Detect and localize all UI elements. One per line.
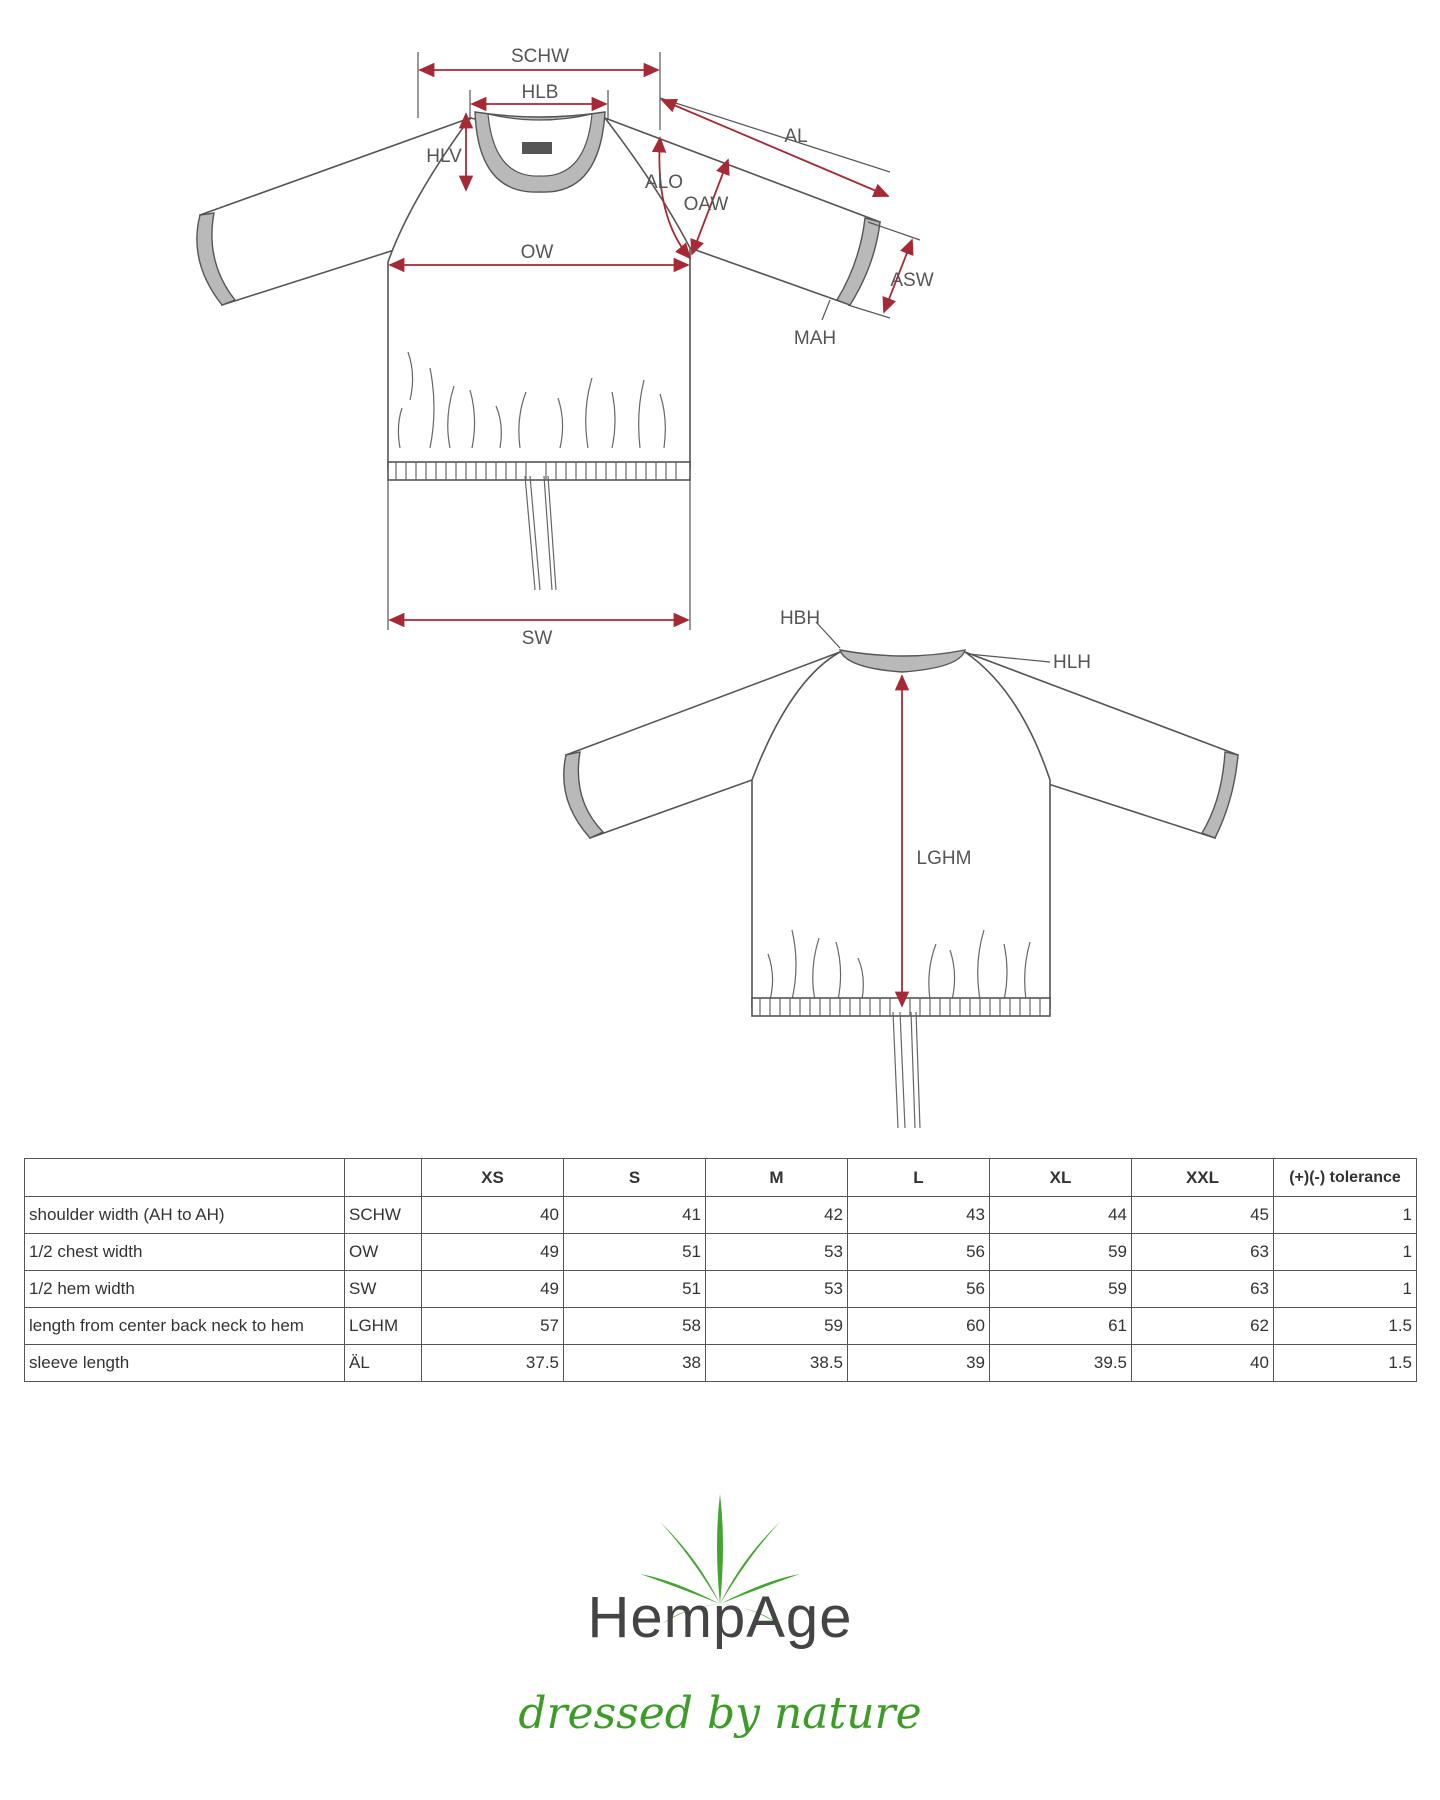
value-cell: 57 — [422, 1308, 564, 1345]
value-cell: 51 — [564, 1271, 706, 1308]
value-cell: 63 — [1132, 1271, 1274, 1308]
header-cell — [345, 1159, 422, 1197]
measurement-name: length from center back neck to hem — [25, 1308, 345, 1345]
label-hlv: HLV — [426, 146, 462, 167]
tolerance-cell: 1.5 — [1274, 1308, 1417, 1345]
measurement-code: SW — [345, 1271, 422, 1308]
header-size-xxl: XXL — [1132, 1159, 1274, 1197]
label-mah: MAH — [793, 328, 837, 349]
tolerance-cell: 1.5 — [1274, 1345, 1417, 1382]
header-size-l: L — [848, 1159, 990, 1197]
label-oaw: OAW — [683, 194, 729, 215]
table-row — [25, 1308, 1417, 1345]
value-cell: 39.5 — [990, 1345, 1132, 1382]
table-row — [25, 1345, 1417, 1382]
value-cell: 59 — [990, 1234, 1132, 1271]
value-cell: 53 — [706, 1234, 848, 1271]
value-cell: 60 — [848, 1308, 990, 1345]
tolerance-cell: 1 — [1274, 1234, 1417, 1271]
measurement-code: LGHM — [345, 1308, 422, 1345]
header-size-s: S — [564, 1159, 706, 1197]
measurement-name: sleeve length — [25, 1345, 345, 1382]
value-cell: 40 — [1132, 1345, 1274, 1382]
label-alo: ALO — [644, 172, 684, 193]
label-al: AL — [784, 126, 808, 147]
value-cell: 44 — [990, 1197, 1132, 1234]
header-cell — [25, 1159, 345, 1197]
value-cell: 38.5 — [706, 1345, 848, 1382]
value-cell: 53 — [706, 1271, 848, 1308]
value-cell: 40 — [422, 1197, 564, 1234]
value-cell: 43 — [848, 1197, 990, 1234]
header-size-m: M — [706, 1159, 848, 1197]
value-cell: 63 — [1132, 1234, 1274, 1271]
back-view-drawing — [564, 608, 1238, 1128]
table-header-row — [25, 1159, 1417, 1197]
value-cell: 51 — [564, 1234, 706, 1271]
value-cell: 56 — [848, 1234, 990, 1271]
measurement-code: ÄL — [345, 1345, 422, 1382]
label-lghm: LGHM — [916, 848, 972, 869]
measurement-name: 1/2 hem width — [25, 1271, 345, 1308]
value-cell: 59 — [990, 1271, 1132, 1308]
tolerance-cell: 1 — [1274, 1271, 1417, 1308]
measurement-name: 1/2 chest width — [25, 1234, 345, 1271]
value-cell: 42 — [706, 1197, 848, 1234]
label-hbh: HBH — [779, 608, 821, 629]
brand-tagline: dressed by nature — [518, 1688, 922, 1739]
header-tolerance: (+)(-) tolerance — [1274, 1159, 1417, 1197]
brand-name: HempAge — [587, 1585, 853, 1650]
value-cell: 41 — [564, 1197, 706, 1234]
measurement-code: OW — [345, 1234, 422, 1271]
size-table — [24, 1158, 1417, 1382]
label-sw: SW — [521, 628, 553, 649]
label-hlh: HLH — [1052, 652, 1092, 673]
value-cell: 59 — [706, 1308, 848, 1345]
value-cell: 38 — [564, 1345, 706, 1382]
value-cell: 58 — [564, 1308, 706, 1345]
header-size-xl: XL — [990, 1159, 1132, 1197]
table-row — [25, 1234, 1417, 1271]
value-cell: 62 — [1132, 1308, 1274, 1345]
value-cell: 49 — [422, 1234, 564, 1271]
header-size-xs: XS — [422, 1159, 564, 1197]
table-row — [25, 1271, 1417, 1308]
front-view-drawing — [197, 46, 934, 649]
label-ow: OW — [520, 242, 554, 263]
label-asw: ASW — [890, 270, 934, 291]
tolerance-cell: 1 — [1274, 1197, 1417, 1234]
measurement-name: shoulder width (AH to AH) — [25, 1197, 345, 1234]
value-cell: 61 — [990, 1308, 1132, 1345]
value-cell: 39 — [848, 1345, 990, 1382]
label-schw: SCHW — [510, 46, 570, 67]
label-hlb: HLB — [521, 82, 559, 103]
table-row — [25, 1197, 1417, 1234]
value-cell: 37.5 — [422, 1345, 564, 1382]
value-cell: 45 — [1132, 1197, 1274, 1234]
measurement-code: SCHW — [345, 1197, 422, 1234]
value-cell: 49 — [422, 1271, 564, 1308]
value-cell: 56 — [848, 1271, 990, 1308]
